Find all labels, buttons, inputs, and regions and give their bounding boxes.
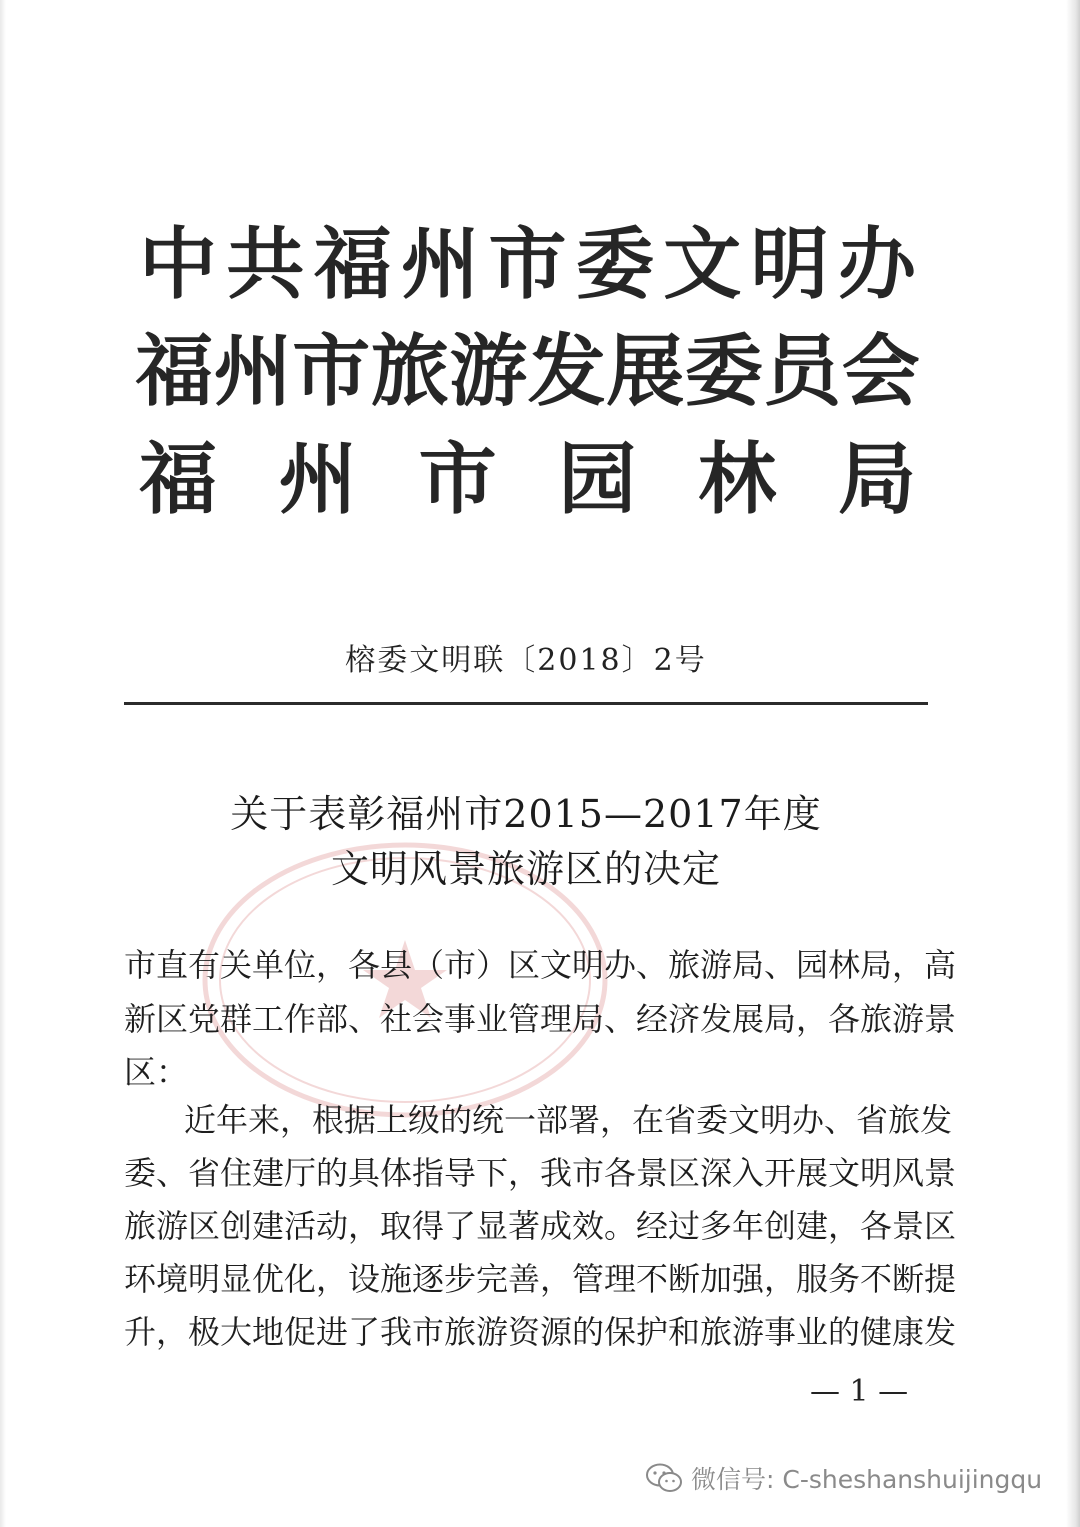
- wechat-watermark: [645, 1458, 1042, 1498]
- header-char: 林: [698, 435, 777, 525]
- header-char: 州: [278, 435, 357, 525]
- header-char: 展: [606, 327, 685, 417]
- body-line-2: 新区党群工作部、社会事业管理局、经济发展局，各旅游景: [124, 1000, 957, 1038]
- header-char: 文: [663, 220, 742, 310]
- body-line-7: 环境明显优化，设施逐步完善，管理不断加强，服务不断提: [124, 1260, 957, 1298]
- header-char: 委: [575, 220, 654, 310]
- header-char: 市: [418, 435, 497, 525]
- header-char: 办: [837, 220, 916, 310]
- header-char: 明: [750, 220, 829, 310]
- header-authority-1: [135, 215, 920, 315]
- header-char: 福: [313, 220, 392, 310]
- header-char: 员: [763, 327, 842, 417]
- body-line-1: 市直有关单位，各县（市）区文明办、旅游局、园林局，高: [124, 946, 957, 984]
- watermark-text: 微信号: C-sheshanshuijingqu: [691, 1465, 1043, 1494]
- header-authority-2: [135, 322, 920, 422]
- body-line-6: 旅游区创建活动，取得了显著成效。经过多年创建，各景区: [124, 1207, 957, 1245]
- body-line-4: 近年来，根据上级的统一部署，在省委文明办、省旅发: [184, 1101, 953, 1139]
- body-line-3: 区：: [124, 1053, 189, 1091]
- header-divider: [124, 702, 928, 705]
- header-char: 市: [488, 220, 567, 310]
- body-line-8: 升，极大地促进了我市旅游资源的保护和旅游事业的健康发: [124, 1313, 957, 1351]
- wechat-icon: [645, 1462, 683, 1494]
- header-char: 州: [401, 220, 480, 310]
- header-authority-3: [135, 430, 920, 530]
- document-title-line-1: 关于表彰福州市2015—2017年度: [230, 792, 822, 836]
- header-char: 福: [135, 327, 214, 417]
- header-char: 中: [138, 220, 217, 310]
- header-char: 园: [558, 435, 637, 525]
- page-number: — 1 —: [810, 1374, 909, 1409]
- header-char: 市: [292, 327, 371, 417]
- header-char: 委: [684, 327, 763, 417]
- paper-edge-right: [1066, 0, 1080, 1527]
- header-char: 局: [837, 435, 916, 525]
- document-title-line-2: 文明风景旅游区的决定: [330, 847, 721, 891]
- document-number: 榕委文明联〔2018〕2号: [345, 643, 707, 678]
- header-char: 游: [449, 327, 528, 417]
- paper-edge-left: [0, 0, 6, 1527]
- header-char: 发: [527, 327, 606, 417]
- header-char: 州: [213, 327, 292, 417]
- body-line-5: 委、省住建厅的具体指导下，我市各景区深入开展文明风景: [124, 1154, 957, 1192]
- header-char: 福: [138, 435, 217, 525]
- header-char: 旅: [370, 327, 449, 417]
- header-char: 共: [226, 220, 305, 310]
- header-char: 会: [841, 327, 920, 417]
